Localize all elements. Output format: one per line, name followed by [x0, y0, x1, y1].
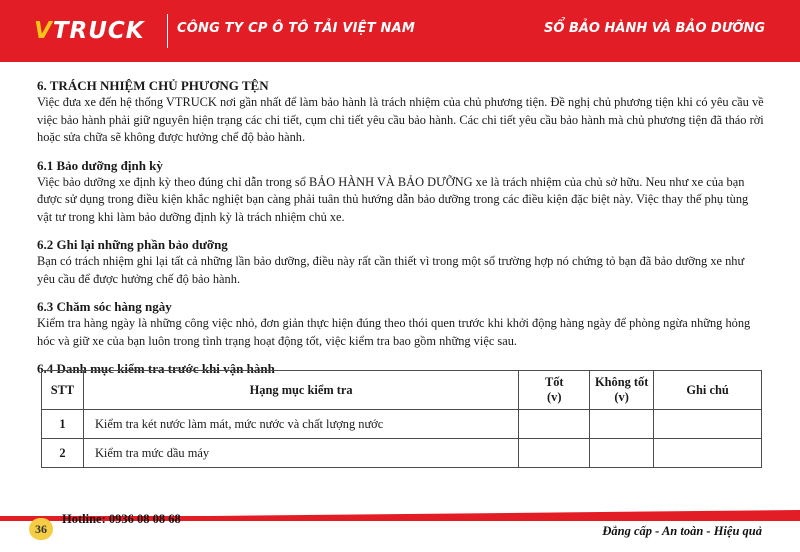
page-content — [37, 77, 765, 387]
section-body: Bạn có trách nhiệm ghi lại tất cả những lần bảo dưỡng, điều này rất cần thiết vì trong một số trường hợp nó chứng tỏ bạn đã bảo dưỡng xe như yêu cầu để được hưởng chế độ bảo hành. — [37, 254, 745, 286]
section-heading: 6.2 Ghi lại những phần bảo dưỡng — [37, 237, 228, 252]
cell-good[interactable] — [519, 439, 590, 468]
slogan: Đẳng cấp - An toàn - Hiệu quả — [602, 524, 762, 538]
section-body: Việc bảo dưỡng xe định kỳ theo đúng chỉ dẫn trong sổ BẢO HÀNH VÀ BẢO DƯỠNG xe là trách nhiệm của chủ sở hữu. Neu như xe của bạn được sử dụng trong điều kiện khắc nghiệt bạn càng phải tuân thủ hướng dẫn bảo dưỡng trong các điều kiện đặc biệt này. Việc thay thế phụ tùng vật tư trong khi làm bảo dưỡng định kỳ là trách nhiệm chủ xe. — [37, 174, 749, 224]
col-header-stt: STT — [42, 371, 84, 410]
page-header — [0, 0, 800, 62]
cell-bad[interactable] — [590, 410, 654, 439]
page-number-badge: 36 — [29, 518, 53, 540]
section-body: Kiểm tra hàng ngày là những công việc nhỏ, đơn giản thực hiện đúng theo thói quen trước khi khởi động hàng ngày để phòng ngừa những hỏng hóc và giữ xe của bạn luôn trong tình trạng hoạt động tốt, việc kiểm tra bao gồm những việc sau. — [37, 316, 751, 348]
section-heading: 6.1 Bảo dưỡng định kỳ — [37, 157, 163, 173]
section-6-1 — [37, 157, 765, 227]
cell-item: Kiểm tra mức dầu máy — [83, 439, 518, 468]
hotline: Hotline: 0936 08 08 68 — [62, 512, 181, 526]
cell-item: Kiểm tra két nước làm mát, mức nước và chất lượng nước — [83, 410, 518, 439]
company-name: CÔNG TY CP Ô TÔ TẢI VIỆT NAM — [177, 21, 416, 36]
section-heading: 6.3 Chăm sóc hàng ngày — [37, 299, 172, 314]
section-6-2 — [37, 236, 765, 288]
cell-note[interactable] — [654, 439, 762, 468]
table-row — [42, 410, 762, 439]
table-header-row — [42, 371, 762, 410]
section-body: Việc đưa xe đến hệ thống VTRUCK nơi gần nhất để làm bảo hành là trách nhiệm của chủ phương tiện. Đề nghị chủ phương tiện khi có yêu cầu về việc bảo hành phải giữ nguyên hiện trạng các chi tiết, cụm chi tiết yêu cầu bảo hành. Các chi tiết yêu cầu bảo hành mà chủ phương tiện đã tháo rời hoặc sửa chữa sẽ không được hưởng chế độ bảo hành. — [37, 95, 764, 144]
col-header-bad: Không tốt (v) — [590, 371, 654, 410]
header-divider — [167, 14, 168, 48]
vtruck-logo: VTRUCK — [34, 18, 145, 44]
table-row — [42, 439, 762, 468]
cell-stt: 2 — [42, 439, 84, 468]
cell-bad[interactable] — [590, 439, 654, 468]
cell-note[interactable] — [654, 410, 762, 439]
cell-stt: 1 — [42, 410, 84, 439]
section-heading: 6. TRÁCH NHIỆM CHỦ PHƯƠNG TỆN — [37, 78, 269, 93]
cell-good[interactable] — [519, 410, 590, 439]
section-6-3 — [37, 298, 765, 350]
col-header-note: Ghi chú — [654, 371, 762, 410]
book-title: SỔ BẢO HÀNH VÀ BẢO DƯỠNG — [544, 21, 765, 36]
section-6 — [37, 77, 765, 147]
col-header-item: Hạng mục kiểm tra — [83, 371, 518, 410]
checklist-table — [41, 370, 762, 468]
section-heading: 6.4 Danh mục kiểm tra trước khi vận hành — [37, 361, 275, 376]
col-header-good: Tốt (v) — [519, 371, 590, 410]
